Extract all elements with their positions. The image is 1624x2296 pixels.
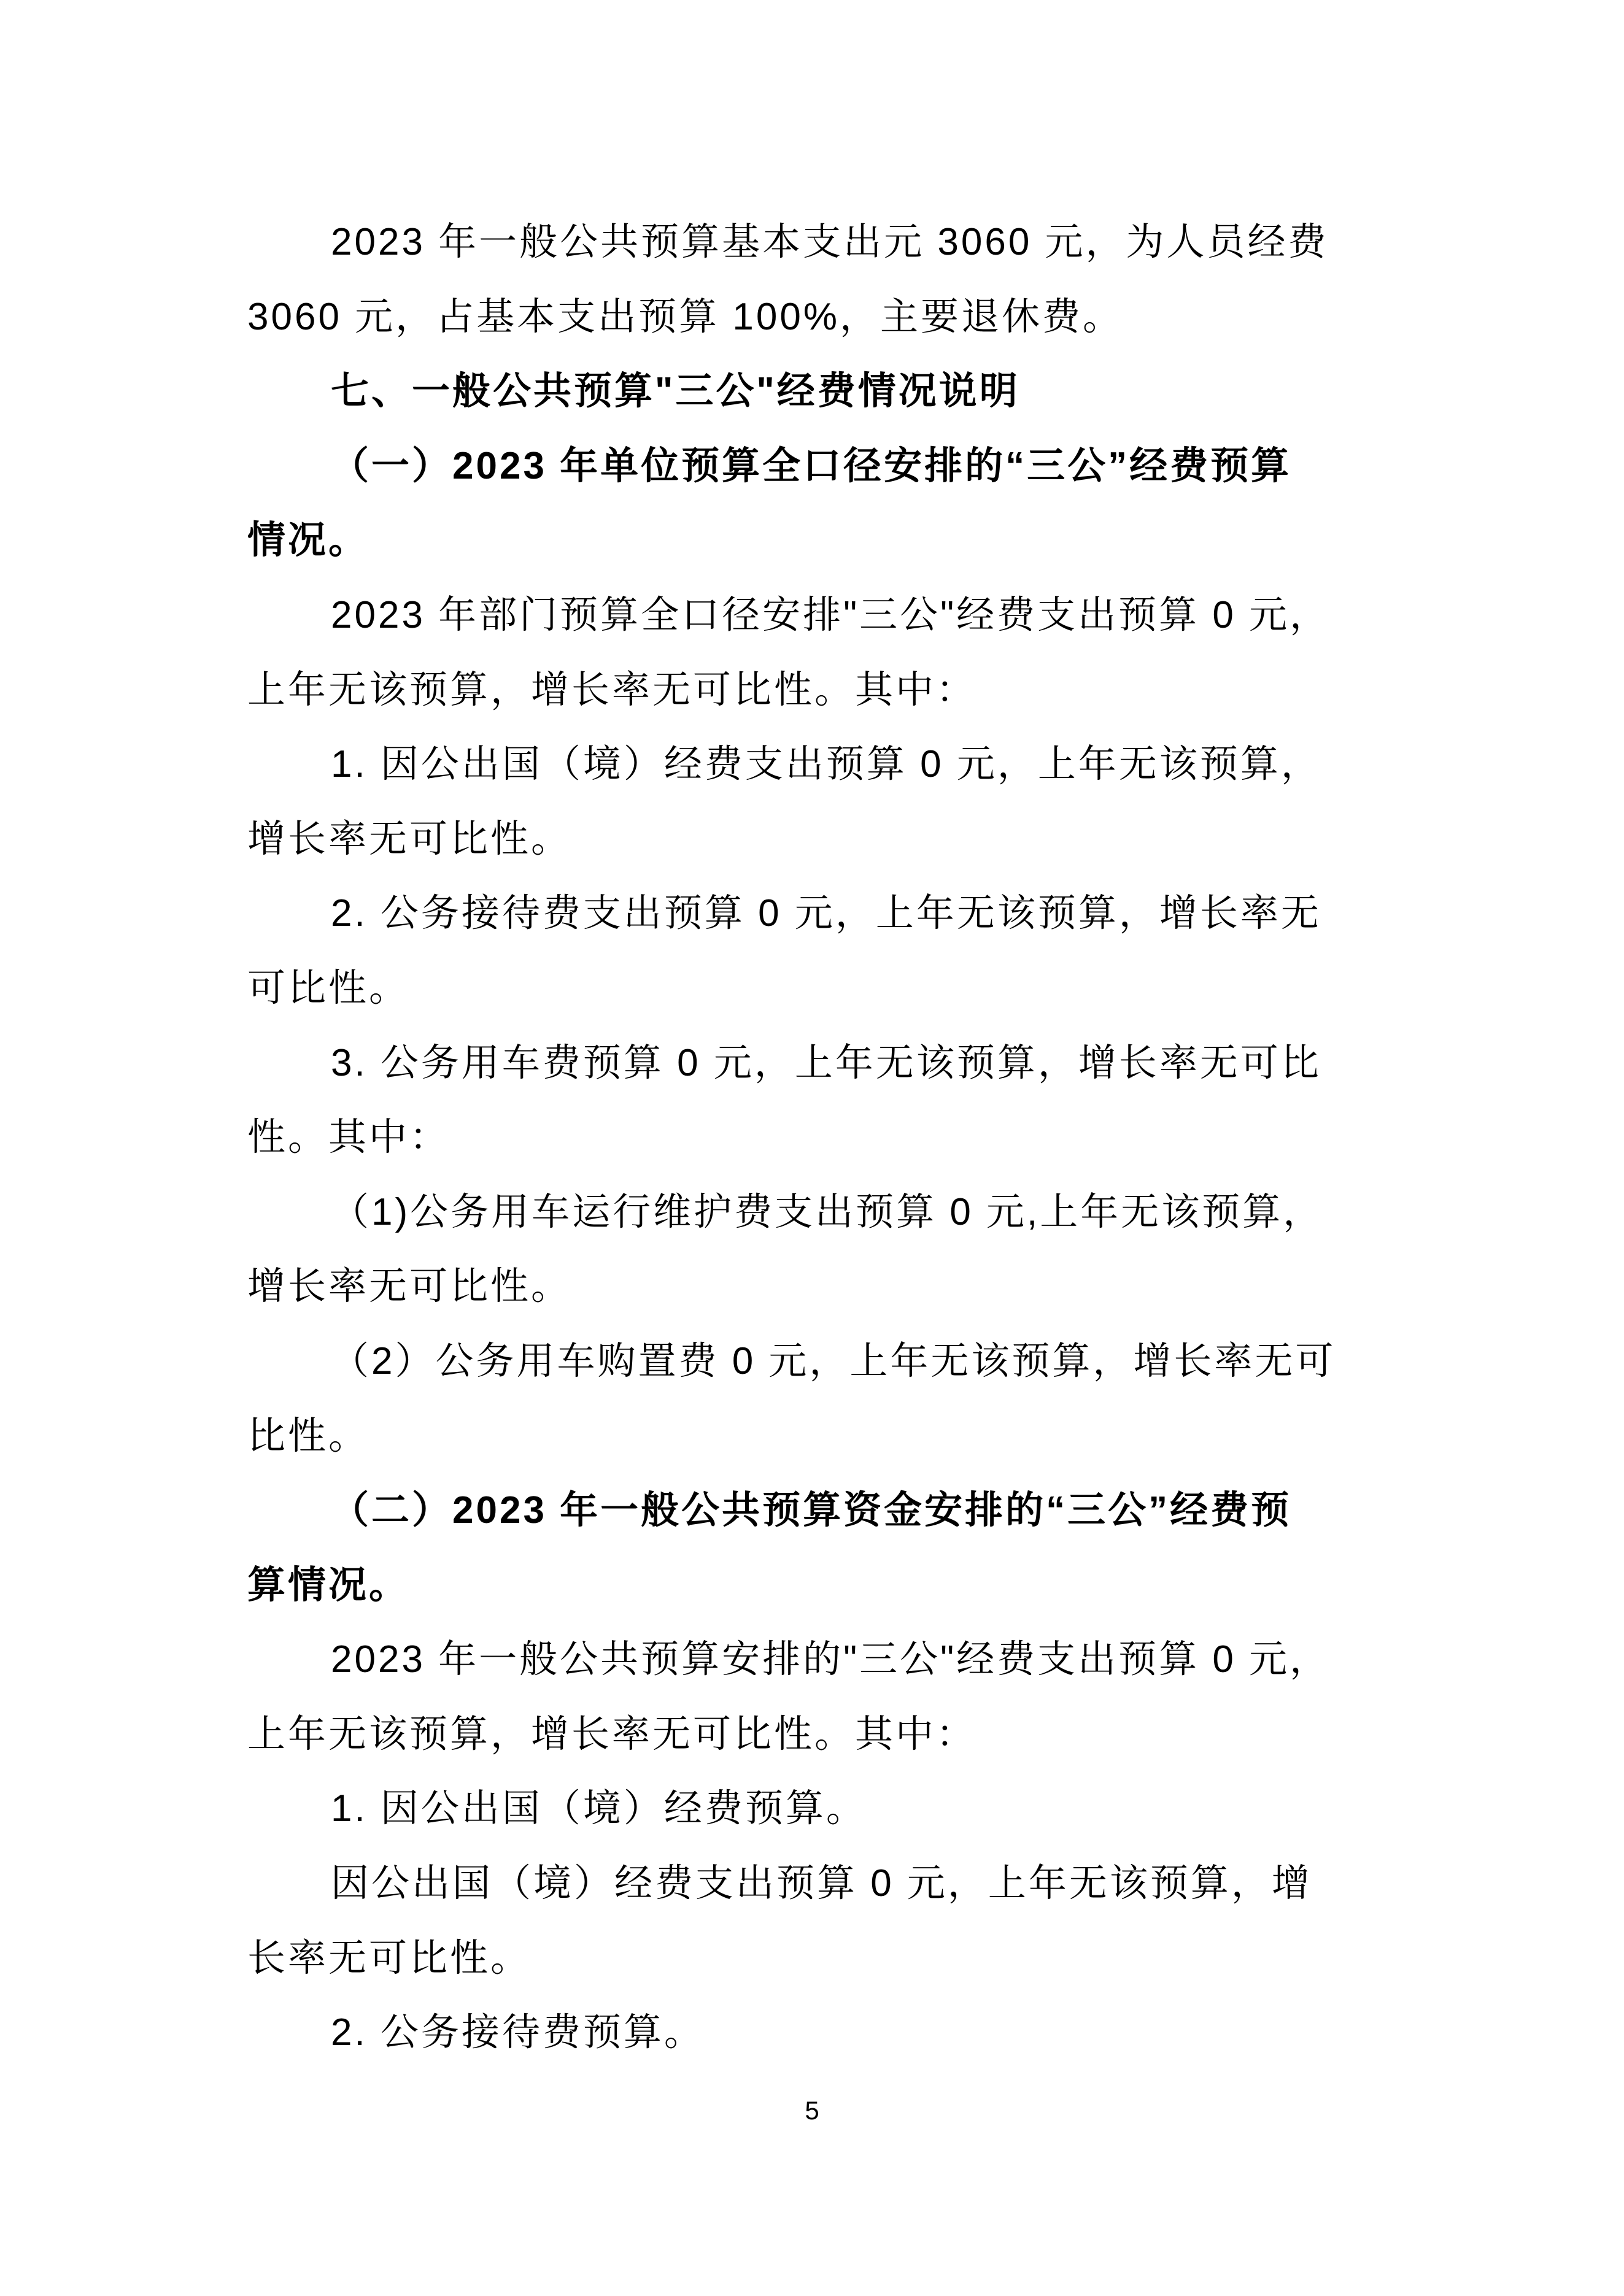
text-line: 2023 年一般公共预算安排的"三公"经费支出预算 0 元， bbox=[331, 1638, 1331, 1681]
subsection-heading: 算情况。 bbox=[247, 1563, 410, 1606]
text-line: 增长率无可比性。 bbox=[247, 1265, 572, 1308]
text-line: 因公出国（境）经费支出预算 0 元，上年无该预算，增 bbox=[331, 1862, 1312, 1905]
subsection-heading: （一）2023 年单位预算全口径安排的“三公”经费预算 bbox=[331, 444, 1292, 487]
text-line: 3060 元，占基本支出预算 100%，主要退休费。 bbox=[247, 295, 1123, 338]
text-line: （1)公务用车运行维护费支出预算 0 元,上年无该预算， bbox=[331, 1190, 1324, 1233]
page-number: 5 bbox=[805, 2096, 819, 2125]
subsection-heading: 情况。 bbox=[247, 519, 369, 562]
text-line: 上年无该预算，增长率无可比性。其中： bbox=[247, 668, 977, 711]
text-line: （2）公务用车购置费 0 元，上年无该预算，增长率无可 bbox=[331, 1339, 1336, 1382]
text-line: 2023 年一般公共预算基本支出元 3060 元，为人员经费 bbox=[331, 221, 1329, 263]
text-line: 2. 公务接待费预算。 bbox=[331, 2011, 705, 2054]
subsection-heading: （二）2023 年一般公共预算资金安排的“三公”经费预 bbox=[331, 1489, 1292, 1532]
document-body bbox=[247, 205, 1386, 2070]
text-line: 可比性。 bbox=[247, 966, 410, 1009]
text-line: 2023 年部门预算全口径安排"三公"经费支出预算 0 元， bbox=[331, 593, 1331, 636]
section-heading: 七、一般公共预算"三公"经费情况说明 bbox=[331, 370, 1020, 413]
text-line: 2. 公务接待费支出预算 0 元，上年无该预算，增长率无 bbox=[331, 892, 1321, 935]
text-line: 上年无该预算，增长率无可比性。其中： bbox=[247, 1712, 977, 1755]
text-line: 1. 因公出国（境）经费支出预算 0 元，上年无该预算， bbox=[331, 743, 1321, 786]
text-line: 比性。 bbox=[247, 1414, 369, 1457]
text-line: 3. 公务用车费预算 0 元，上年无该预算，增长率无可比 bbox=[331, 1041, 1321, 1084]
text-line: 增长率无可比性。 bbox=[247, 817, 572, 860]
text-line: 1. 因公出国（境）经费预算。 bbox=[331, 1787, 867, 1830]
text-line: 长率无可比性。 bbox=[247, 1936, 532, 1979]
text-line: 性。其中： bbox=[247, 1116, 450, 1159]
